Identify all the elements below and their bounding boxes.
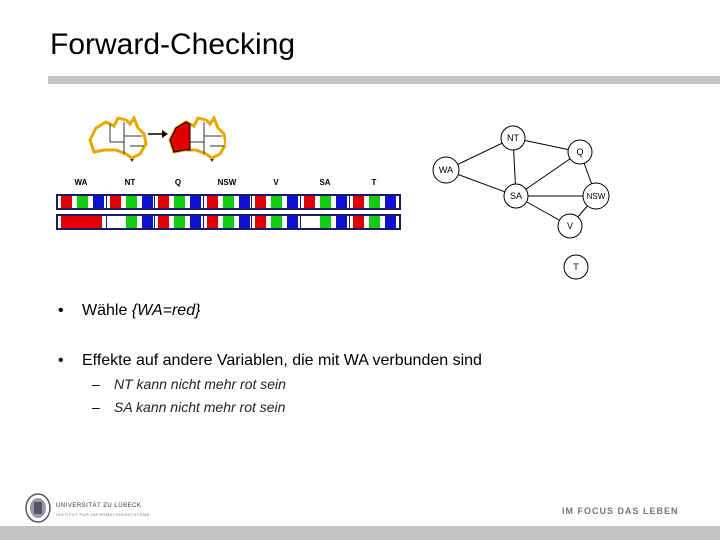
domain-value-green <box>271 216 282 228</box>
domain-value-green <box>369 216 380 228</box>
footer-divider <box>0 526 720 540</box>
domain-value-blue <box>142 196 153 208</box>
bullet-emphasis: {WA=red} <box>131 302 201 319</box>
university-name: UNIVERSITÄT ZU LÜBECK <box>56 503 142 509</box>
bullet-text-effects: Effekte auf andere Variablen, die mit WA verbunden sind <box>82 352 482 369</box>
domain-value-green <box>77 196 88 208</box>
var-label-q: Q <box>174 178 182 187</box>
domain-separator <box>203 216 204 228</box>
node-label-wa: WA <box>438 165 454 175</box>
domain-value-red <box>304 196 315 208</box>
domain-row-after-wa-red <box>56 214 401 230</box>
australia-map-illustration <box>86 110 226 166</box>
domain-value-green <box>126 196 137 208</box>
university-motto: IM FOCUS DAS LEBEN <box>562 506 679 516</box>
node-label-q: Q <box>576 147 584 157</box>
domain-value-green <box>320 196 331 208</box>
domain-separator <box>251 216 252 228</box>
domain-row-initial <box>56 194 401 210</box>
domain-value-green <box>320 216 331 228</box>
domain-value-blue <box>287 216 298 228</box>
domain-value-red <box>207 196 218 208</box>
domain-value-blue <box>93 196 104 208</box>
map-before <box>90 118 146 162</box>
domain-value-blue <box>336 216 347 228</box>
domain-separator <box>154 196 155 208</box>
institute-name: INSTITUT FÜR INFORMATIONSSYSTEME <box>56 512 150 517</box>
domain-value-green <box>271 196 282 208</box>
domain-value-red <box>158 216 169 228</box>
title-divider <box>48 76 720 84</box>
var-label-nt: NT <box>124 178 136 187</box>
domain-value-green <box>126 216 137 228</box>
domain-value-red <box>110 196 121 208</box>
bullet-marker: • <box>58 302 64 319</box>
domain-value-green <box>174 196 185 208</box>
arrow-icon <box>148 130 168 138</box>
domain-value-blue <box>190 216 201 228</box>
domain-separator <box>349 216 350 228</box>
domain-value-blue <box>190 196 201 208</box>
domain-separator <box>203 196 204 208</box>
sub-bullet-marker: – <box>92 399 100 415</box>
domain-value-green <box>223 196 234 208</box>
bullet-text-choose-wa: Wähle {WA=red} <box>82 302 201 319</box>
sub-bullet-nt: NT kann nicht mehr rot sein <box>114 376 286 392</box>
domain-value-red <box>61 196 72 208</box>
var-label-wa: WA <box>74 178 88 187</box>
university-seal-logo <box>24 492 52 524</box>
domain-value-red <box>255 196 266 208</box>
var-label-sa: SA <box>319 178 331 187</box>
domain-value-blue <box>385 216 396 228</box>
node-label-nt: NT <box>507 133 519 143</box>
domain-value-blue <box>287 196 298 208</box>
domain-separator <box>154 216 155 228</box>
domain-separator <box>349 196 350 208</box>
domain-value-blue <box>239 216 250 228</box>
domain-value-green <box>223 216 234 228</box>
node-label-sa: SA <box>509 191 523 201</box>
domain-value-red <box>353 216 364 228</box>
domain-separator <box>300 196 301 208</box>
domain-value-blue <box>385 196 396 208</box>
domain-value-green <box>369 196 380 208</box>
domain-value-red <box>158 196 169 208</box>
domain-separator <box>300 216 301 228</box>
sub-bullet-marker: – <box>92 376 100 392</box>
domain-value-red <box>353 196 364 208</box>
constraint-graph <box>424 118 620 288</box>
var-label-v: V <box>273 178 279 187</box>
domain-separator <box>251 196 252 208</box>
domain-value-red <box>255 216 266 228</box>
domain-value-red <box>207 216 218 228</box>
var-label-nsw: NSW <box>217 178 237 187</box>
bullet-marker: • <box>58 352 64 369</box>
var-label-t: T <box>371 178 377 187</box>
domain-separator <box>106 216 107 228</box>
node-label-t: T <box>573 262 579 272</box>
map-after <box>170 118 226 162</box>
node-label-nsw: NSW <box>586 192 606 201</box>
domain-value-green <box>174 216 185 228</box>
domain-value-blue <box>239 196 250 208</box>
slide-title: Forward-Checking <box>50 28 296 61</box>
sub-bullet-sa: SA kann nicht mehr rot sein <box>114 399 286 415</box>
domain-value-blue <box>336 196 347 208</box>
domain-value-red-assigned <box>61 216 102 228</box>
node-label-v: V <box>566 221 574 231</box>
domain-separator <box>106 196 107 208</box>
domain-value-blue <box>142 216 153 228</box>
